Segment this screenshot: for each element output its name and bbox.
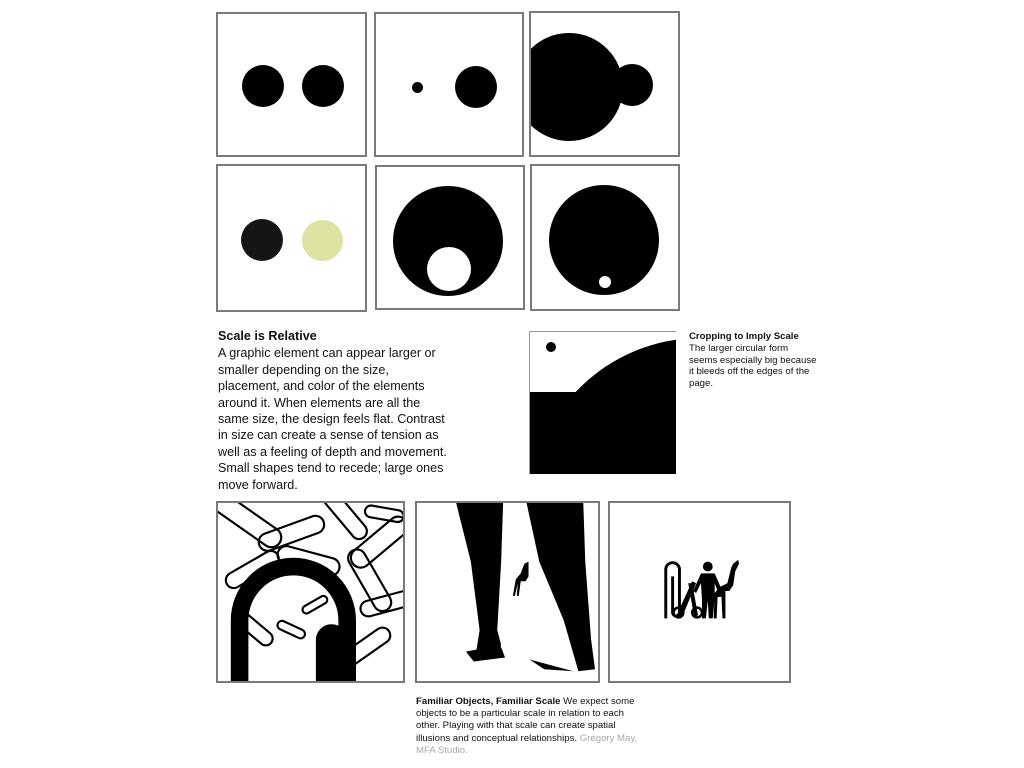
objects-scale-image (608, 501, 791, 683)
diagram-overlap-circles (375, 165, 525, 310)
legs-giraffe-image (415, 501, 600, 683)
familiar-caption-body: We expect some objects to be a particular scale in relation to each other. Playing with that scale can create spatial illusions and conceptual relationships. (416, 696, 635, 744)
cropped-circle-illustration (529, 331, 676, 474)
familiar-caption-title: Familiar Objects, Familiar Scale (416, 696, 561, 707)
familiar-objects-caption (416, 696, 646, 757)
paperclip-artwork (218, 503, 403, 681)
legs-giraffe-artwork (417, 503, 598, 681)
cropping-caption-body: The larger circular form seems especially big because it bleeds off the edges of the page. (689, 342, 817, 390)
right-circle (302, 65, 344, 107)
diagram-tiny-inner-circle (530, 164, 680, 311)
giraffe-silhouette (513, 562, 529, 596)
cropping-caption (689, 331, 819, 390)
diagram-color-contrast (216, 164, 367, 312)
section-heading: Scale is Relative (218, 329, 317, 343)
lower-fill (530, 392, 676, 474)
tiny-dot (546, 342, 556, 352)
huge-circle (529, 33, 623, 141)
familiar-caption-credit: Gregory May, MFA Studio. (416, 732, 638, 756)
cropping-caption-title: Cropping to Imply Scale (689, 331, 799, 342)
paperclip-icon (666, 563, 680, 619)
paperclip-image (216, 501, 405, 683)
left-circle (242, 65, 284, 107)
medium-circle (455, 66, 497, 108)
diagram-equal-circles (216, 12, 367, 157)
small-dot (412, 82, 423, 93)
pale-yellow-circle (302, 220, 343, 261)
objects-scale-artwork (610, 503, 789, 681)
section-body: A graphic element can appear larger or smaller depending on the size, placement, and color of the elements around it. When elements are all the same size, the design feels flat. Contrast in size can create a sense of tension as well as a feeling of depth and movement. Small shapes tend to recede; large ones move forward. (218, 346, 447, 492)
diagram-small-large-circles (374, 12, 524, 157)
white-inner-circle (427, 247, 471, 291)
scale-explanation (218, 328, 450, 493)
dark-circle (241, 219, 283, 261)
diagram-large-bleeding-circle (529, 11, 680, 157)
tiny-white-dot (599, 276, 611, 288)
side-circle (611, 64, 653, 106)
